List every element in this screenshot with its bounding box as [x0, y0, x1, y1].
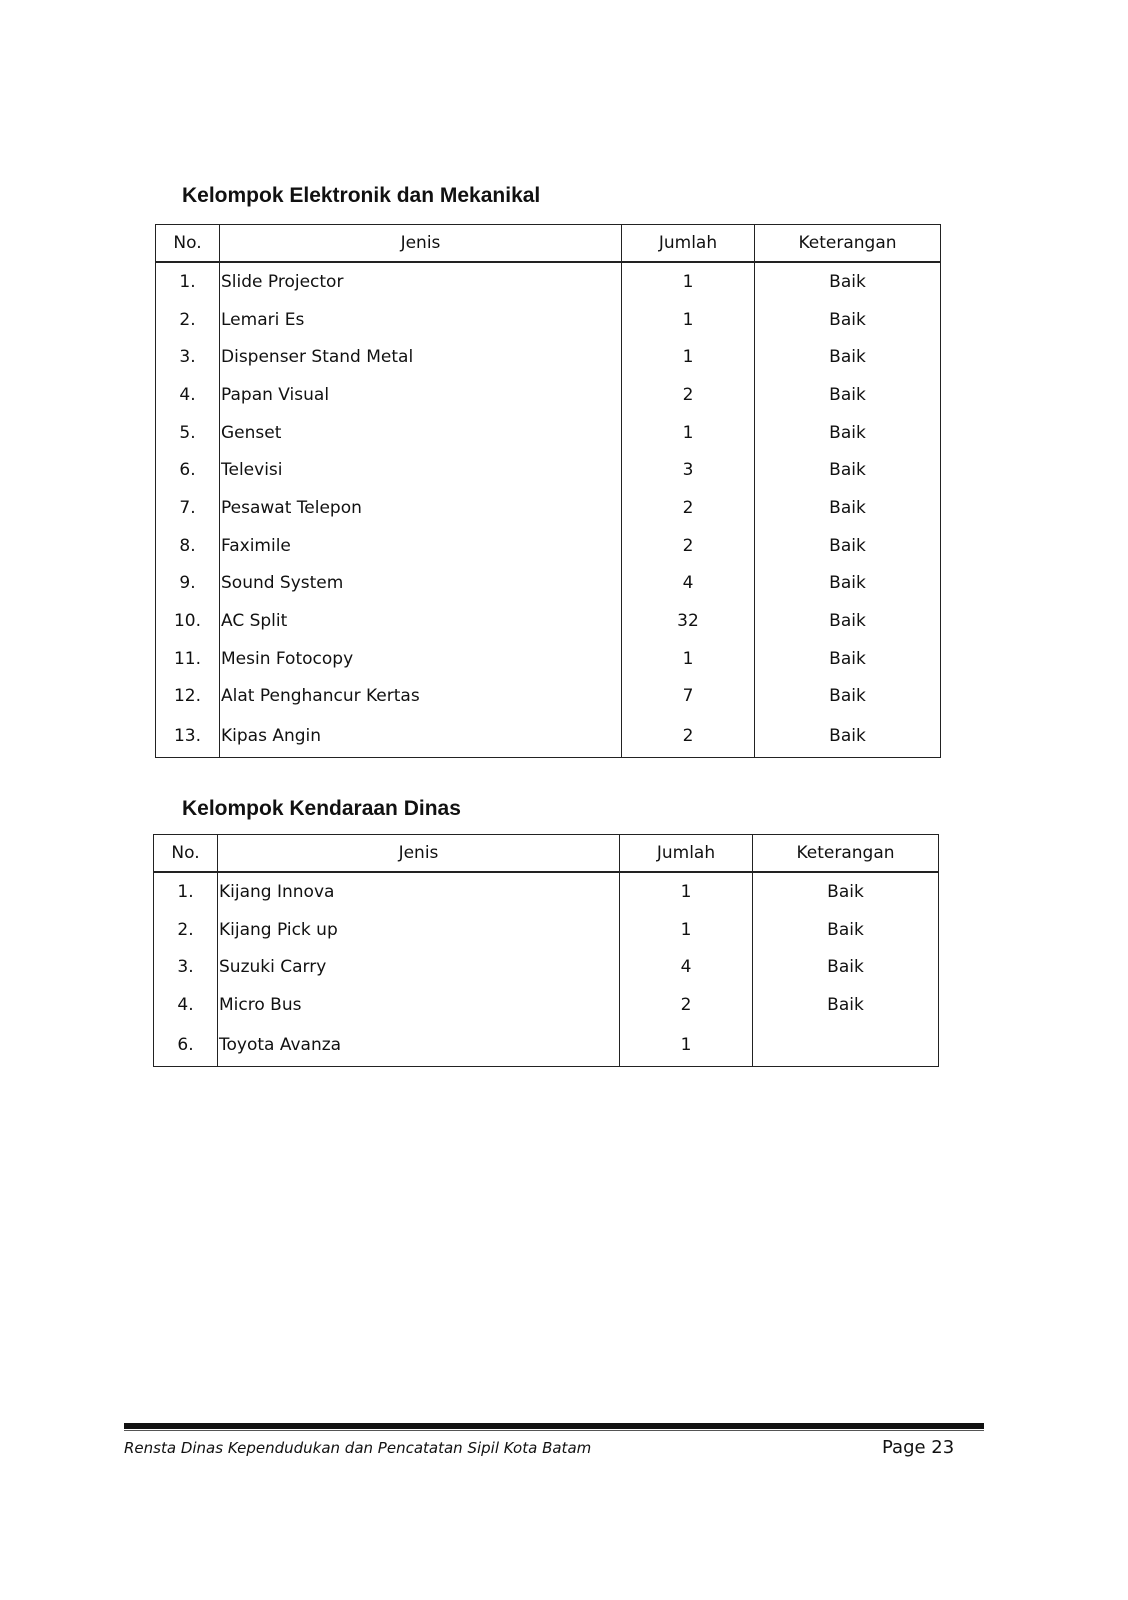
table-row [156, 376, 941, 414]
table-row [156, 527, 941, 565]
table-header-row [156, 225, 941, 263]
table-kendaraan [153, 834, 939, 1067]
cell-keterangan: Baik [755, 414, 941, 452]
table-row [156, 414, 941, 452]
cell-jenis: Faximile [220, 527, 622, 565]
table-row [156, 338, 941, 376]
cell-jenis: Genset [220, 414, 622, 452]
cell-jumlah: 4 [622, 565, 755, 603]
cell-no: 2. [156, 301, 220, 339]
cell-jenis: Alat Penghancur Kertas [220, 678, 622, 716]
cell-jenis: Slide Projector [220, 262, 622, 301]
cell-no: 12. [156, 678, 220, 716]
section-title-elektronik: Kelompok Elektronik dan Mekanikal [182, 184, 541, 207]
cell-jumlah: 4 [620, 948, 753, 986]
cell-keterangan: Baik [755, 451, 941, 489]
cell-keterangan: Baik [755, 489, 941, 527]
cell-keterangan: Baik [753, 872, 939, 911]
cell-no: 2. [154, 911, 218, 949]
footer-rule-thin [124, 1430, 984, 1431]
cell-no: 8. [156, 527, 220, 565]
cell-jenis: Micro Bus [218, 986, 620, 1024]
cell-jumlah: 1 [622, 338, 755, 376]
cell-no: 11. [156, 640, 220, 678]
table-row [154, 1024, 939, 1067]
header-jenis: Jenis [218, 835, 620, 873]
cell-jumlah: 2 [622, 376, 755, 414]
cell-no: 1. [156, 262, 220, 301]
cell-jumlah: 1 [620, 872, 753, 911]
footer-rule [124, 1423, 984, 1429]
cell-jenis: Suzuki Carry [218, 948, 620, 986]
cell-no: 13. [156, 715, 220, 758]
cell-jumlah: 2 [620, 986, 753, 1024]
cell-jumlah: 32 [622, 602, 755, 640]
cell-jumlah: 1 [622, 414, 755, 452]
cell-jumlah: 1 [622, 262, 755, 301]
cell-jenis: AC Split [220, 602, 622, 640]
cell-jenis: Papan Visual [220, 376, 622, 414]
cell-no: 3. [156, 338, 220, 376]
cell-no: 5. [156, 414, 220, 452]
cell-keterangan: Baik [753, 986, 939, 1024]
header-no: No. [156, 225, 220, 263]
cell-keterangan: Baik [755, 338, 941, 376]
cell-keterangan: Baik [755, 301, 941, 339]
cell-no: 6. [156, 451, 220, 489]
table-row [154, 986, 939, 1024]
table-row [154, 911, 939, 949]
table-row [156, 678, 941, 716]
table-row [154, 872, 939, 911]
cell-jenis: Mesin Fotocopy [220, 640, 622, 678]
table-row [156, 602, 941, 640]
cell-jumlah: 1 [620, 1024, 753, 1067]
table-row [156, 301, 941, 339]
cell-jenis: Toyota Avanza [218, 1024, 620, 1067]
cell-jenis: Televisi [220, 451, 622, 489]
cell-keterangan: Baik [755, 376, 941, 414]
cell-no: 7. [156, 489, 220, 527]
cell-no: 4. [154, 986, 218, 1024]
cell-keterangan: Baik [753, 948, 939, 986]
cell-keterangan: Baik [755, 565, 941, 603]
cell-keterangan: Baik [753, 911, 939, 949]
cell-no: 3. [154, 948, 218, 986]
table-row [156, 451, 941, 489]
header-jumlah: Jumlah [622, 225, 755, 263]
cell-no: 1. [154, 872, 218, 911]
cell-jumlah: 2 [622, 715, 755, 758]
header-keterangan: Keterangan [755, 225, 941, 263]
table-row [156, 640, 941, 678]
section-title-kendaraan: Kelompok Kendaraan Dinas [182, 797, 461, 820]
cell-jenis: Kipas Angin [220, 715, 622, 758]
table-elektronik [155, 224, 941, 758]
footer-document-title: Rensta Dinas Kependudukan dan Pencatatan Sipil Kota Batam [124, 1439, 592, 1457]
cell-keterangan: Baik [755, 602, 941, 640]
table-row [156, 262, 941, 301]
cell-keterangan: Baik [755, 678, 941, 716]
cell-jumlah: 1 [622, 301, 755, 339]
cell-jenis: Kijang Innova [218, 872, 620, 911]
cell-no: 6. [154, 1024, 218, 1067]
table-row [156, 489, 941, 527]
cell-keterangan: Baik [755, 715, 941, 758]
cell-jumlah: 7 [622, 678, 755, 716]
table-row [156, 715, 941, 758]
cell-keterangan: Baik [755, 640, 941, 678]
cell-keterangan: Baik [755, 527, 941, 565]
header-jenis: Jenis [220, 225, 622, 263]
cell-keterangan [753, 1024, 939, 1067]
cell-jumlah: 2 [622, 527, 755, 565]
cell-jenis: Kijang Pick up [218, 911, 620, 949]
cell-keterangan: Baik [755, 262, 941, 301]
page-number: Page 23 [882, 1437, 955, 1458]
cell-jumlah: 2 [622, 489, 755, 527]
header-no: No. [154, 835, 218, 873]
table-row [156, 565, 941, 603]
cell-jenis: Lemari Es [220, 301, 622, 339]
header-jumlah: Jumlah [620, 835, 753, 873]
cell-no: 4. [156, 376, 220, 414]
cell-jenis: Pesawat Telepon [220, 489, 622, 527]
header-keterangan: Keterangan [753, 835, 939, 873]
cell-jumlah: 3 [622, 451, 755, 489]
cell-jumlah: 1 [622, 640, 755, 678]
cell-no: 10. [156, 602, 220, 640]
table-header-row [154, 835, 939, 873]
cell-jenis: Dispenser Stand Metal [220, 338, 622, 376]
table-row [154, 948, 939, 986]
cell-jumlah: 1 [620, 911, 753, 949]
cell-no: 9. [156, 565, 220, 603]
cell-jenis: Sound System [220, 565, 622, 603]
